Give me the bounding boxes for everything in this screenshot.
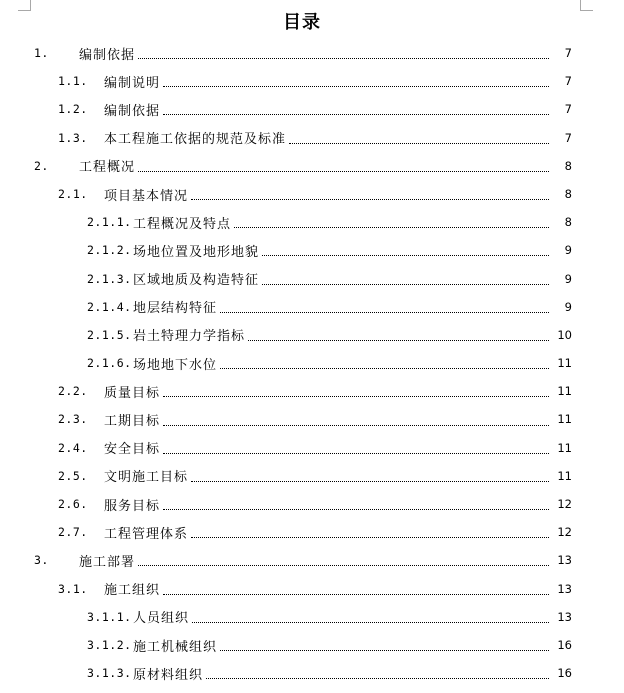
toc-entry-link[interactable] <box>133 236 568 264</box>
toc-dot-leader <box>220 649 567 651</box>
toc-dot-leader <box>163 85 567 87</box>
toc-entry[interactable] <box>0 659 624 687</box>
toc-entry-link[interactable] <box>104 462 568 490</box>
toc-entry-link[interactable] <box>104 124 568 152</box>
toc-entry[interactable] <box>0 321 624 349</box>
toc-dot-leader <box>262 283 567 285</box>
toc-entry-number: 1. <box>34 46 49 60</box>
toc-entry-link[interactable] <box>133 208 568 236</box>
toc-entry-page-number: 12 <box>550 490 572 518</box>
toc-entry-label: 工程概况 <box>79 160 136 176</box>
toc-entry-link[interactable] <box>79 546 568 574</box>
toc-entry[interactable] <box>0 631 624 659</box>
toc-entry-link[interactable] <box>104 434 568 462</box>
toc-entry-number: 1.2. <box>58 102 88 117</box>
toc-entry[interactable] <box>0 490 624 518</box>
toc-entry-number: 2.1.5. <box>87 327 132 342</box>
toc-entry-page-number: 7 <box>550 95 572 123</box>
toc-entry-label: 施工部署 <box>79 554 136 570</box>
toc-dot-leader <box>163 395 567 397</box>
toc-entry[interactable] <box>0 180 624 208</box>
toc-dot-leader <box>163 113 567 115</box>
toc-dot-leader <box>138 170 567 172</box>
toc-dot-leader <box>191 480 567 482</box>
toc-dot-leader <box>191 198 567 200</box>
toc-entry[interactable] <box>0 377 624 405</box>
toc-entry-label: 项目基本情况 <box>104 188 189 204</box>
toc-entry-label: 服务目标 <box>104 498 161 514</box>
toc-entry-link[interactable] <box>133 293 568 321</box>
toc-entry-link[interactable] <box>104 180 568 208</box>
toc-entry-page-number: 7 <box>550 124 572 152</box>
toc-entry-number: 3.1.2. <box>87 637 132 652</box>
toc-dot-leader <box>192 621 567 623</box>
toc-entry-page-number: 13 <box>550 603 572 631</box>
toc-entry-number: 2.6. <box>58 497 88 511</box>
toc-entry-label: 安全目标 <box>104 442 161 458</box>
toc-entry[interactable] <box>0 575 624 603</box>
toc-dot-leader <box>191 536 567 538</box>
toc-entry[interactable] <box>0 405 624 433</box>
toc-dot-leader <box>234 226 567 228</box>
toc-entry-link[interactable] <box>104 405 568 433</box>
toc-dot-leader <box>138 564 567 566</box>
toc-entry[interactable] <box>0 208 624 236</box>
toc-entry-number: 2.2. <box>58 384 88 399</box>
toc-entry-link[interactable] <box>133 321 568 349</box>
toc-entry-number: 2.1.1. <box>87 215 132 230</box>
toc-entry-label: 文明施工目标 <box>104 470 189 486</box>
toc-entry-number: 2.4. <box>58 440 88 455</box>
toc-entry-link[interactable] <box>79 152 568 180</box>
toc-entry-label: 施工机械组织 <box>133 639 218 655</box>
toc-entry[interactable] <box>0 124 624 152</box>
toc-dot-leader <box>163 424 567 426</box>
toc-entry-link[interactable] <box>133 659 568 687</box>
toc-entry-label: 区域地质及构造特征 <box>133 273 260 289</box>
toc-entry-page-number: 8 <box>550 152 572 180</box>
toc-entry-number: 2.1.3. <box>87 271 132 286</box>
toc-dot-leader <box>206 677 567 679</box>
toc-entry-number: 3.1.1. <box>87 609 132 624</box>
toc-entry-number: 1.1. <box>58 74 88 89</box>
toc-entry[interactable] <box>0 293 624 321</box>
toc-entry-label: 编制说明 <box>104 75 161 91</box>
toc-entry-number: 3.1. <box>58 581 88 596</box>
toc-entry-label: 编制依据 <box>104 103 161 119</box>
toc-entry-page-number: 11 <box>550 462 572 490</box>
toc-entry-page-number: 13 <box>550 546 572 574</box>
toc-dot-leader <box>163 508 567 510</box>
toc-entry[interactable] <box>0 95 624 123</box>
toc-entry-page-number: 9 <box>550 293 572 321</box>
toc-dot-leader <box>220 367 567 369</box>
toc-entry-page-number: 8 <box>550 180 572 208</box>
toc-dot-leader <box>248 339 567 341</box>
toc-entry-page-number: 12 <box>550 518 572 546</box>
toc-entry-label: 施工组织 <box>104 583 161 599</box>
toc-dot-leader <box>138 57 567 59</box>
toc-entry-link[interactable] <box>104 575 568 603</box>
toc-dot-leader <box>163 452 567 454</box>
toc-entry-link[interactable] <box>104 518 568 546</box>
toc-entry-label: 工程概况及特点 <box>133 216 232 232</box>
toc-entry-page-number: 11 <box>550 405 572 433</box>
toc-entry-page-number: 7 <box>550 39 572 67</box>
toc-dot-leader <box>220 311 567 313</box>
toc-entry[interactable] <box>0 434 624 462</box>
toc-entry-number: 2.1.2. <box>87 243 132 258</box>
toc-entry-link[interactable] <box>104 95 568 123</box>
toc-entry[interactable] <box>0 349 624 377</box>
toc-entry[interactable] <box>0 265 624 293</box>
toc-entry-label: 岩土特理力学指标 <box>133 329 246 345</box>
toc-entry-label: 编制依据 <box>79 47 136 63</box>
toc-entry-label: 质量目标 <box>104 385 161 401</box>
toc-entry[interactable] <box>0 39 624 67</box>
toc-entry-link[interactable] <box>133 631 568 659</box>
toc-entry[interactable] <box>0 462 624 490</box>
toc-entry-page-number: 9 <box>550 265 572 293</box>
toc-entry-link[interactable] <box>133 349 568 377</box>
toc-entry[interactable] <box>0 603 624 631</box>
toc-entry-page-number: 16 <box>550 631 572 659</box>
toc-entry-number: 2.7. <box>58 525 88 540</box>
toc-entry-page-number: 11 <box>550 377 572 405</box>
toc-dot-leader <box>262 254 567 256</box>
toc-entry-page-number: 16 <box>550 659 572 687</box>
toc-entry[interactable] <box>0 518 624 546</box>
toc-entry[interactable] <box>0 67 624 95</box>
toc-entry[interactable] <box>0 236 624 264</box>
toc-entry-label: 地层结构特征 <box>133 301 218 317</box>
toc-entry-number: 2. <box>34 158 49 173</box>
toc-dot-leader <box>289 142 567 144</box>
toc-entry-page-number: 13 <box>550 575 572 603</box>
toc-entry-number: 3.1.3. <box>87 666 132 681</box>
toc-entry-link[interactable] <box>133 603 568 631</box>
toc-entry-label: 工程管理体系 <box>104 526 189 542</box>
toc-entry-label: 本工程施工依据的规范及标准 <box>104 132 287 148</box>
toc-entry-label: 场地位置及地形地貌 <box>133 244 260 260</box>
toc-entry-number: 2.5. <box>58 468 88 483</box>
toc-entry-page-number: 11 <box>550 434 572 462</box>
toc-entry-link[interactable] <box>133 265 568 293</box>
table-of-contents <box>0 39 624 687</box>
toc-entry-page-number: 11 <box>550 349 572 377</box>
toc-entry-page-number: 7 <box>550 67 572 95</box>
toc-title: 目录 <box>283 12 321 33</box>
toc-entry-page-number: 9 <box>550 236 572 264</box>
toc-dot-leader <box>163 593 567 595</box>
toc-entry-number: 1.3. <box>58 130 88 145</box>
toc-entry-page-number: 8 <box>550 208 572 236</box>
toc-entry-number: 2.1. <box>58 186 88 201</box>
toc-entry[interactable] <box>0 546 624 574</box>
toc-entry-number: 2.1.6. <box>87 356 132 371</box>
toc-entry-label: 场地地下水位 <box>133 357 218 373</box>
toc-entry-number: 2.1.4. <box>87 299 132 314</box>
toc-entry-label: 人员组织 <box>133 611 190 627</box>
toc-entry-label: 工期目标 <box>104 414 161 430</box>
toc-entry-number: 3. <box>34 553 49 568</box>
toc-entry-label: 原材料组织 <box>133 667 204 683</box>
toc-entry-page-number: 10 <box>550 321 572 349</box>
toc-entry-link[interactable] <box>79 39 568 67</box>
toc-entry-link[interactable] <box>104 67 568 95</box>
toc-entry-link[interactable] <box>104 377 568 405</box>
toc-entry-number: 2.3. <box>58 412 88 427</box>
toc-entry[interactable] <box>0 152 624 180</box>
toc-entry-link[interactable] <box>104 490 568 518</box>
